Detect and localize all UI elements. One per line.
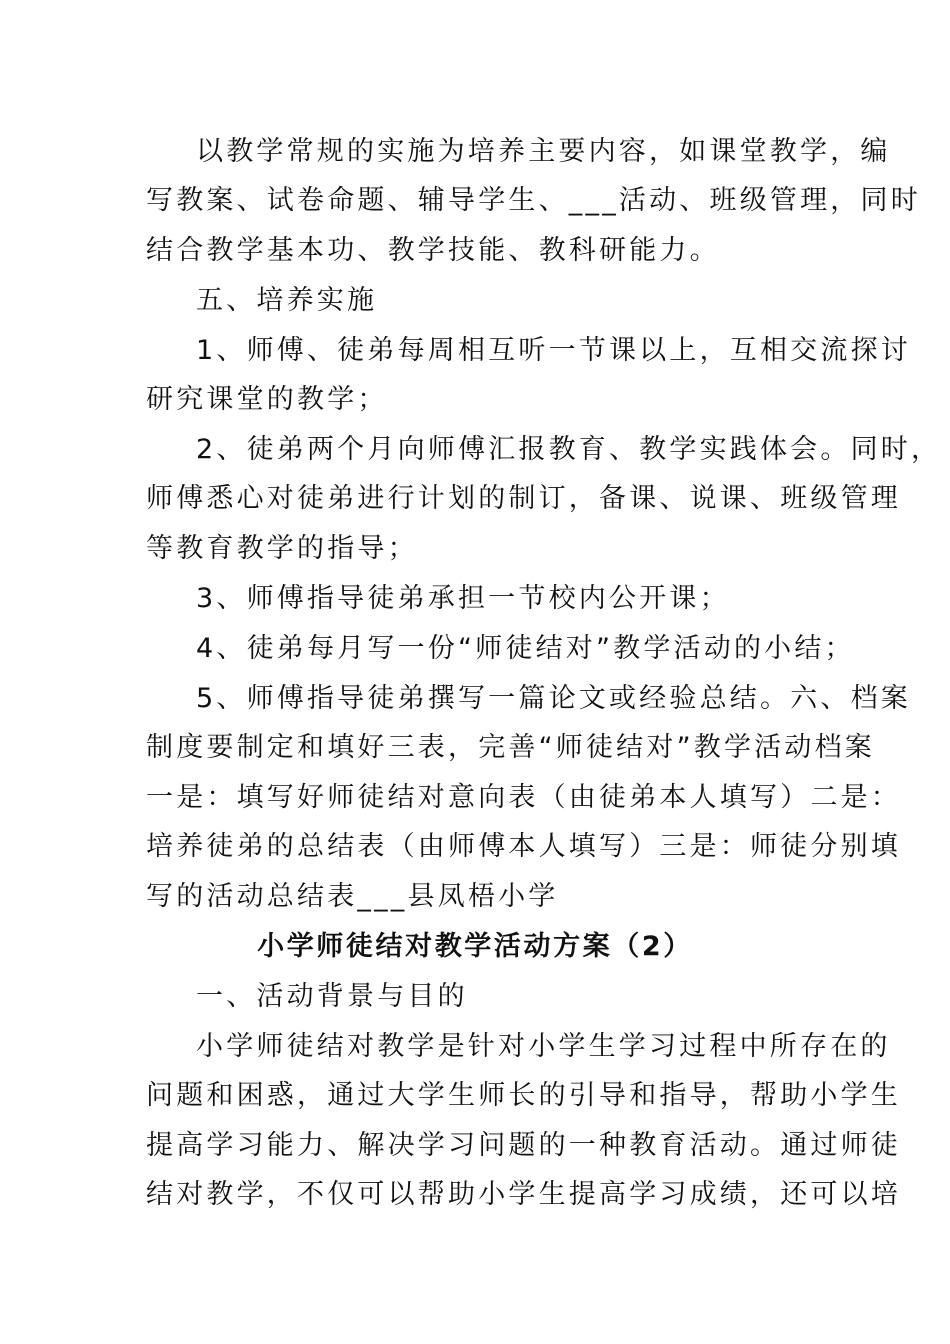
paragraph-line: 一是：填写好师徒结对意向表（由徒弟本人填写）二是： xyxy=(146,782,901,813)
section-heading-background: 一、活动背景与目的 xyxy=(196,981,468,1012)
paragraph-line: 5、师傅指导徒弟撰写一篇论文或经验总结。六、档案 xyxy=(196,683,911,714)
paragraph-line: 提高学习能力、解决学习问题的一种教育活动。通过师徒 xyxy=(146,1130,901,1161)
paragraph-line: 以教学常规的实施为培养主要内容，如课堂教学，编 xyxy=(196,136,891,167)
paragraph-line: 研究课堂的教学； xyxy=(146,384,388,415)
paragraph-line: 等教育教学的指导； xyxy=(146,533,418,564)
paragraph-line: 问题和困惑，通过大学生师长的引导和指导，帮助小学生 xyxy=(146,1080,901,1111)
paragraph-line: 写教案、试卷命题、辅导学生、___活动、班级管理，同时 xyxy=(146,185,921,216)
section-heading-training: 五、培养实施 xyxy=(196,285,378,316)
paragraph-line: 2、徒弟两个月向师傅汇报教育、教学实践体会。同时， xyxy=(196,434,942,465)
paragraph-line: 3、师傅指导徒弟承担一节校内公开课； xyxy=(196,583,730,614)
paragraph-line: 1、师傅、徒弟每周相互听一节课以上，互相交流探讨 xyxy=(196,335,911,366)
paragraph-line: 4、徒弟每月写一份“师徒结对”教学活动的小结； xyxy=(196,633,855,664)
paragraph-line: 结对教学，不仅可以帮助小学生提高学习成绩，还可以培 xyxy=(146,1179,901,1210)
paragraph-line: 结合教学基本功、教学技能、教科研能力。 xyxy=(146,235,720,266)
paragraph-line: 制度要制定和填好三表，完善“师徒结对”教学活动档案 xyxy=(146,732,875,763)
paragraph-line: 培养徒弟的总结表（由师傅本人填写）三是：师徒分别填 xyxy=(146,831,901,862)
paragraph-line: 师傅悉心对徒弟进行计划的制订，备课、说课、班级管理 xyxy=(146,483,901,514)
paragraph-line: 小学师徒结对教学是针对小学生学习过程中所存在的 xyxy=(196,1031,891,1062)
paragraph-line: 写的活动总结表___县凤梧小学 xyxy=(146,881,559,912)
section-title: 小学师徒结对教学活动方案（2） xyxy=(257,931,693,962)
